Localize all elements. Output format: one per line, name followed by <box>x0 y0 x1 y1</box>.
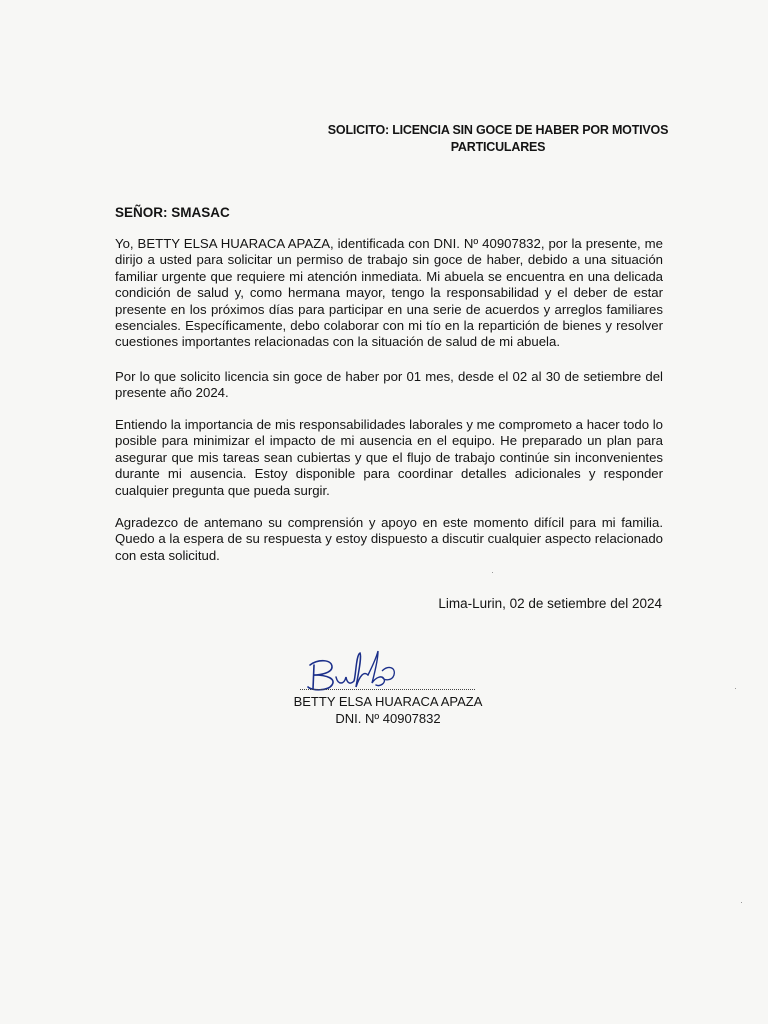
signature-line <box>300 685 475 690</box>
subject-line-2: PARTICULARES <box>450 140 546 154</box>
addressee: SEÑOR: SMASAC <box>115 205 230 220</box>
body-paragraph-commitment: Entiendo la importancia de mis responsabilidades laborales y me comprometo a hacer todo lo posible para minimizar el impacto de mi ausencia en el equipo. He preparado un plan para asegurar que mis tareas sean cubiertas y que el flujo de trabajo continúe sin inconvenientes durante mi ausencia. Estoy disponible para coordinar detalles adicionales y responder cualquier pregunta que pueda surgir. <box>115 417 663 498</box>
scan-speck <box>492 572 493 573</box>
signer-id: DNI. Nº 40907832 <box>335 710 441 726</box>
subject-heading <box>318 122 678 156</box>
scan-speck <box>741 902 742 903</box>
subject-line-1: SOLICITO: LICENCIA SIN GOCE DE HABER POR MOTIVOS <box>327 123 669 137</box>
body-paragraph-intro: Yo, BETTY ELSA HUARACA APAZA, identificada con DNI. Nº 40907832, por la presente, me dirijo a usted para solicitar un permiso de trabajo sin goce de haber, debido a una situación familiar urgente que requiere mi atención inmediata. Mi abuela se encuentra en una delicada condición de salud y, como hermana mayor, tengo la responsabilidad y el deber de estar presente en los próximos días para participar en una serie de acuerdos y arreglos familiares esenciales. Específicamente, debo colaborar con mi tío en la repartición de bienes y resolver cuestiones importantes relacionadas con la situación de salud de mi abuela. <box>115 236 663 350</box>
body-paragraph-request: Por lo que solicito licencia sin goce de haber por 01 mes, desde el 02 al 30 de setiembre del presente año 2024. <box>115 369 663 401</box>
signer-name: BETTY ELSA HUARACA APAZA <box>293 694 483 709</box>
body-paragraph-closing: Agradezco de antemano su comprensión y apoyo en este momento difícil para mi familia. Quedo a la espera de su respuesta y estoy dispuesto a discutir cualquier aspecto relacionado con esta solicitud. <box>115 515 663 563</box>
scan-speck <box>735 688 736 689</box>
handwritten-signature <box>298 645 408 700</box>
place-date: Lima-Lurin, 02 de setiembre del 2024 <box>438 596 662 611</box>
signature-block <box>278 645 498 727</box>
